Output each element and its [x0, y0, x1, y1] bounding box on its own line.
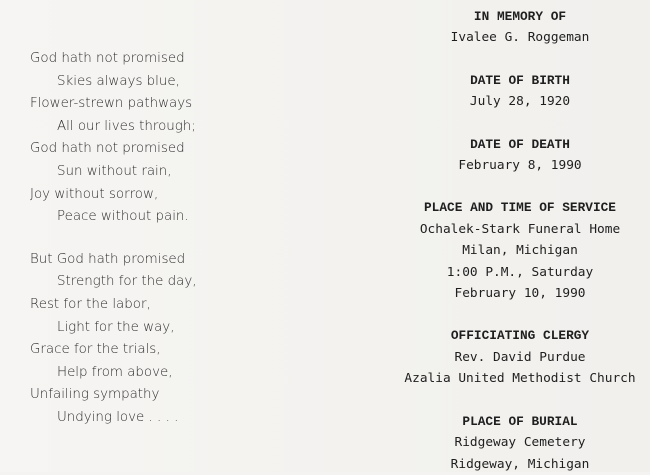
section-heading: DATE OF DEATH [470, 136, 570, 152]
service-time: 1:00 P.M., Saturday [446, 264, 594, 280]
poem-line: Grace for the trials, [30, 342, 161, 358]
poem-line: Sun without rain, [57, 163, 172, 179]
section-date-of-birth [385, 70, 650, 113]
section-heading: OFFICIATING CLERGY [450, 328, 590, 344]
poem-line: Help from above, [57, 364, 173, 380]
poem [30, 48, 360, 430]
section-heading: PLACE OF BURIAL [462, 413, 578, 429]
section-heading: PLACE AND TIME OF SERVICE [424, 200, 616, 216]
poem-line: Joy without sorrow, [30, 186, 159, 202]
poem-line: God hath not promised [30, 51, 185, 66]
section-date-of-death [385, 134, 650, 177]
service-date: February 10, 1990 [454, 286, 586, 302]
poem-line: Light for the way, [57, 319, 175, 335]
poem-line: Skies always blue, [57, 73, 180, 89]
poem-stanza-1 [30, 48, 360, 229]
poem-line: God hath not promised [30, 141, 185, 157]
birth-date: July 28, 1920 [469, 94, 571, 110]
clergy-church: Azalia United Methodist Church [404, 371, 636, 387]
poem-line: Peace without pain. [57, 209, 189, 225]
section-in-memory [385, 6, 650, 49]
poem-line: Unfailing sympathy [30, 387, 160, 403]
deceased-name: Ivalee G. Roggeman [450, 30, 590, 46]
poem-line: But God hath promised [30, 251, 186, 267]
burial-cemetery: Ridgeway Cemetery [454, 435, 586, 451]
burial-location: Ridgeway, Michigan [450, 456, 590, 472]
section-heading: IN MEMORY OF [473, 9, 567, 24]
poem-line: Undying love . . . . [57, 409, 179, 425]
service-details [385, 6, 650, 475]
poem-line: All our lives through; [57, 118, 196, 134]
section-service [385, 197, 650, 304]
section-heading: DATE OF BIRTH [470, 72, 570, 88]
death-date: February 8, 1990 [458, 158, 582, 174]
section-clergy [385, 325, 650, 389]
poem-line: Rest for the labor, [30, 296, 151, 312]
service-venue: Ochalek-Stark Funeral Home [419, 221, 621, 237]
section-burial [385, 411, 650, 475]
poem-stanza-2 [30, 249, 360, 430]
clergy-name: Rev. David Purdue [454, 349, 586, 365]
poem-line: Strength for the day, [57, 274, 197, 290]
service-location: Milan, Michigan [462, 243, 578, 259]
poem-line: Flower-strewn pathways [30, 96, 193, 112]
